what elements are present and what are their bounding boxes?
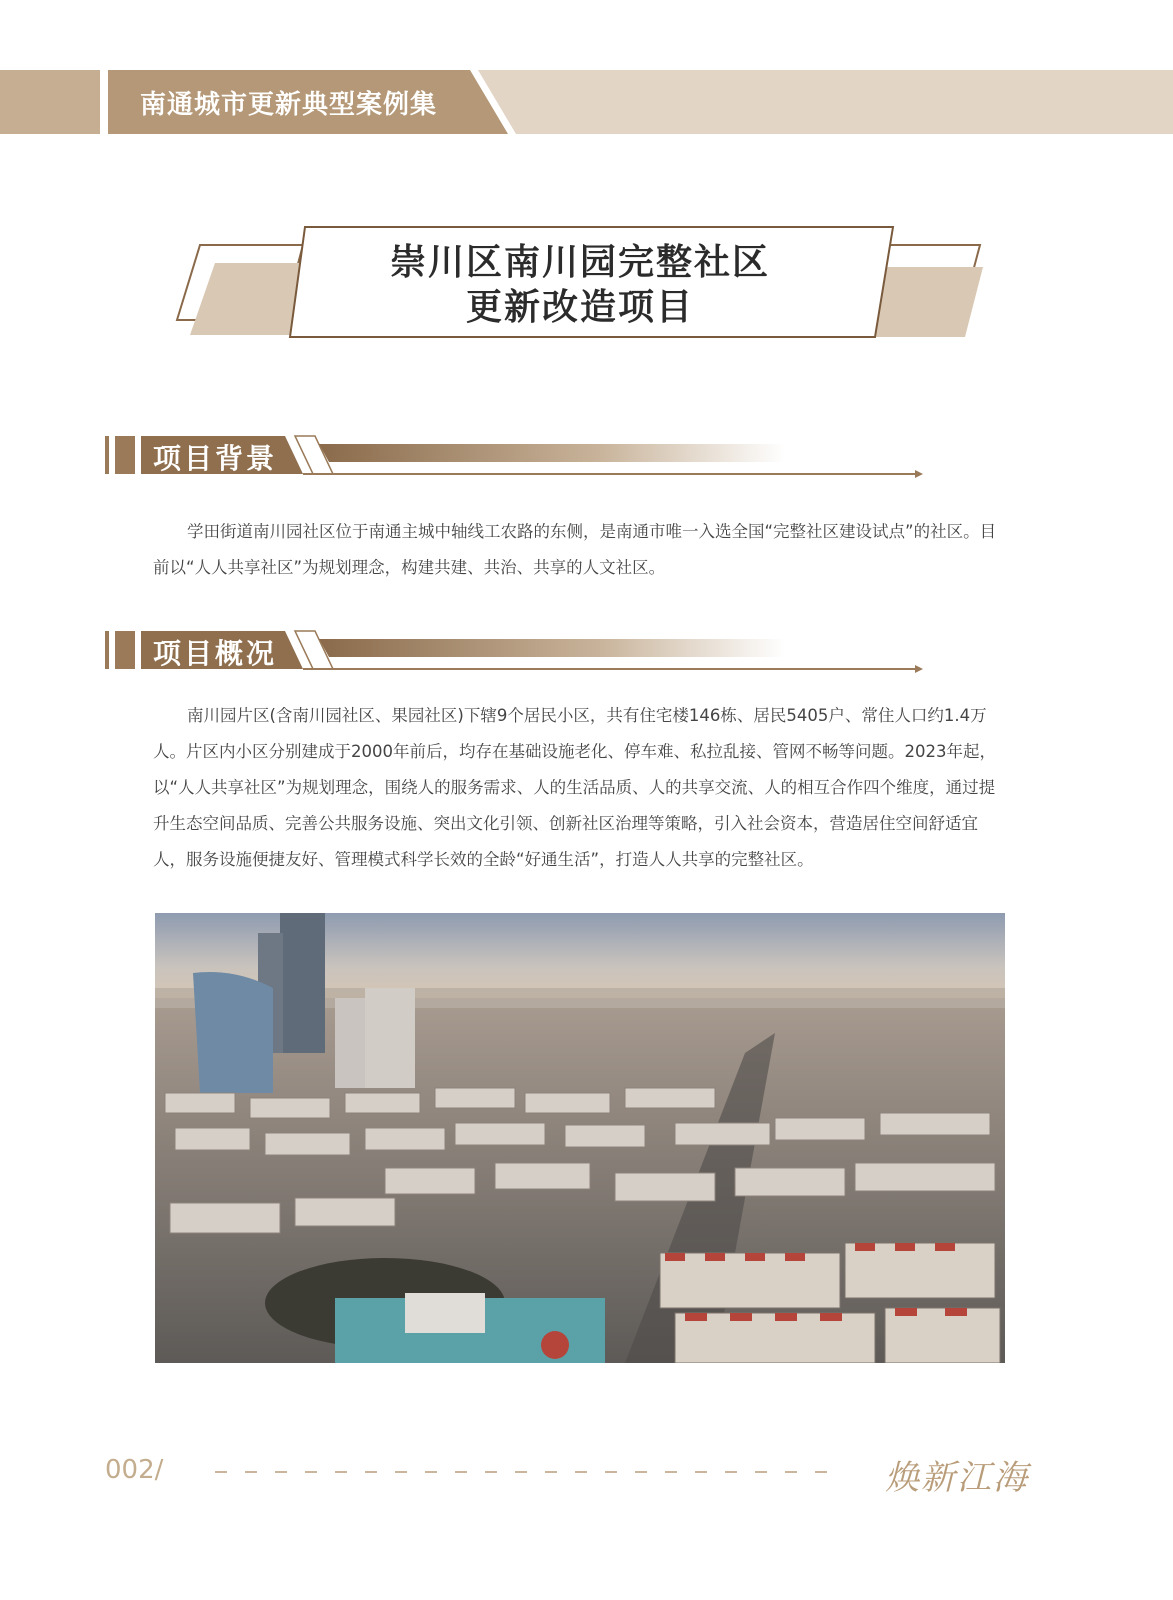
overview-paragraph: 南川园片区(含南川园社区、果园社区)下辖9个居民小区，共有住宅楼146栋、居民5405户、常住人口约1.4万人。片区内小区分别建成于2000年前后，均存在基础设施老化、停车难、私拉乱接、管网不畅等问题。2023年起，以“人人共享社区”为规划理念，围绕人的服务需求、人的生活品质、人的共享交流、人的相互合作四个维度，通过提升生态空间品质、完善公共服务设施、突出文化引领、创新社区治理等策略，引入社会资本，营造居住空间舒适宜人，服务设施便捷友好、管理模式科学长效的全龄“好通生活”，打造人人共享的完整社区。 bbox=[153, 706, 996, 869]
page-number: 002/ bbox=[105, 1455, 164, 1485]
footer-brand-logo: 焕新江海 bbox=[885, 1458, 1029, 1498]
page-title-line1: 崇川区南川园完整社区 bbox=[389, 242, 770, 283]
section-heading-overview bbox=[105, 627, 925, 675]
section-heading-overview-label: 项目概况 bbox=[153, 637, 278, 670]
section-heading-background-label: 项目背景 bbox=[153, 442, 278, 475]
aerial-city-photo bbox=[155, 913, 1005, 1363]
background-paragraph: 学田街道南川园社区位于南通主城中轴线工农路的东侧，是南通市唯一入选全国“完整社区建设试点”的社区。目前以“人人共享社区”为规划理念，构建共建、共治、共享的人文社区。 bbox=[153, 522, 997, 577]
page-title-line2: 更新改造项目 bbox=[465, 287, 694, 328]
series-title: 南通城市更新典型案例集 bbox=[140, 90, 438, 120]
footer-dash-line bbox=[215, 1470, 835, 1474]
section-heading-background bbox=[105, 432, 925, 480]
title-banner bbox=[175, 225, 985, 345]
